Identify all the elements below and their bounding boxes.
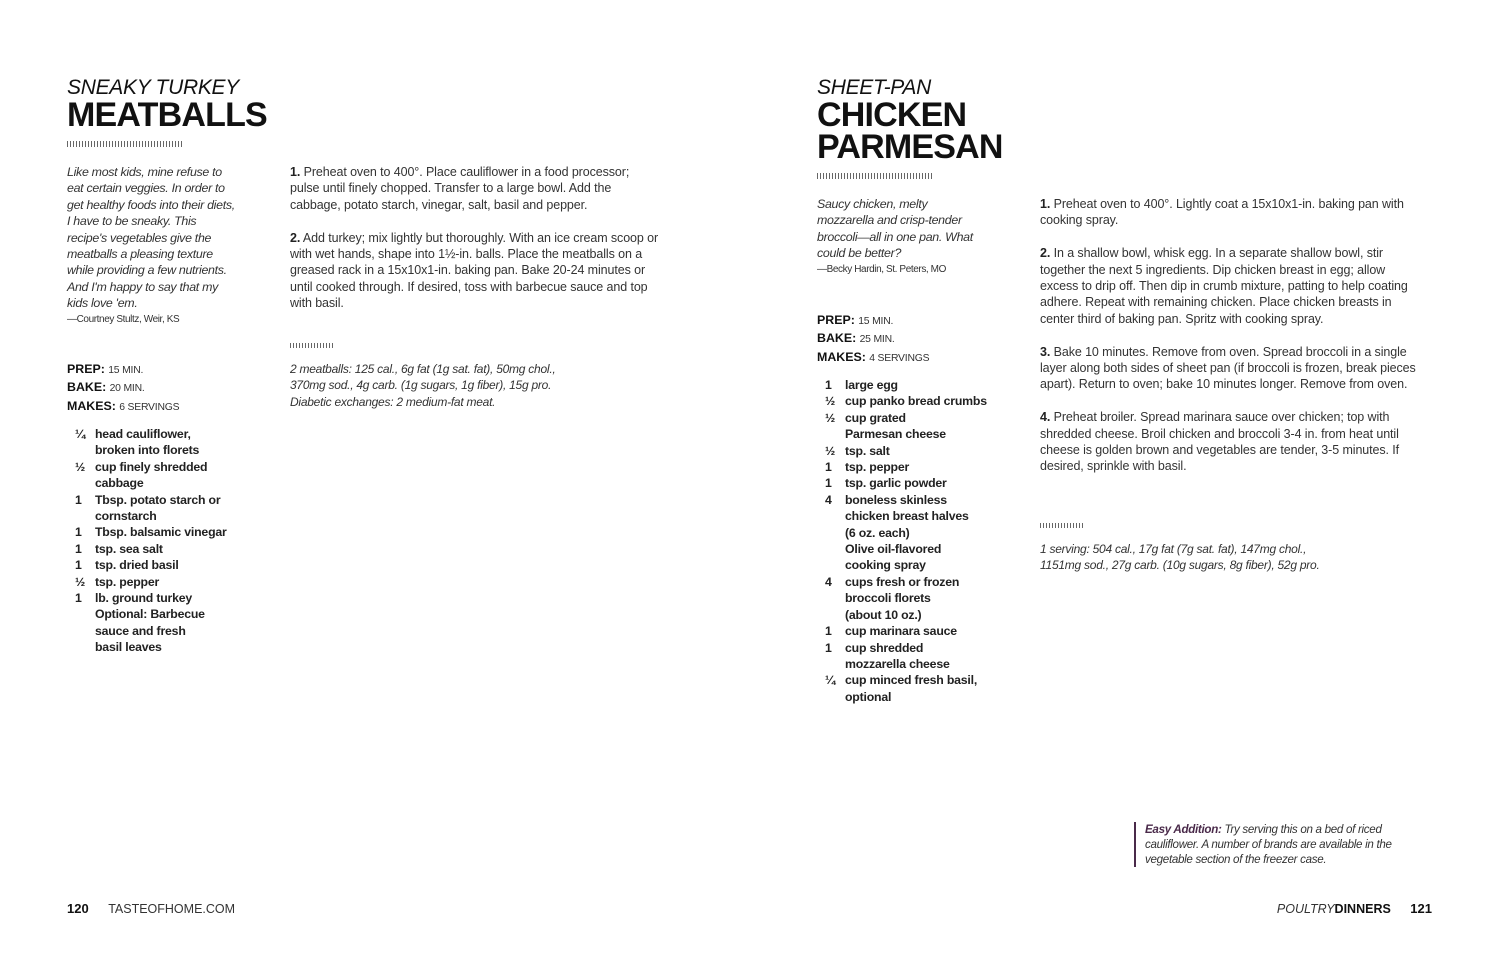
ingredient-qty [67,606,95,655]
right-footer [1277,901,1432,916]
direction-step [1040,344,1422,393]
ingredient-text: tsp. salt [845,443,890,458]
ingredient-text: tsp. sea salt [95,541,163,556]
meta-value: 20 MIN. [109,383,145,395]
ingredient-text: tsp. pepper [95,574,160,589]
meta-label: BAKE: [817,331,857,346]
ingredient-item [67,590,267,606]
left-nutrition: 2 meatballs: 125 cal., 6g fat (1g sat. fat), 50mg chol., 370mg sod., 4g carb. (1g sugars, 1g fiber), 15g pro. Diabetic exchanges: 2 medium-fat meat. [290,362,556,409]
right-meta-block [817,312,929,367]
ingredient-qty: ½ [75,459,86,474]
direction-step [290,230,660,312]
direction-step [1040,409,1422,475]
right-meta-bake [817,330,929,348]
ingredient-qty: 1 [75,591,82,606]
ingredient-text: cups fresh or frozen broccoli florets (about 10 oz.) [845,574,960,622]
meta-value: 15 MIN. [858,316,894,327]
ingredient-qty: ½ [75,574,86,589]
ingredient-text: cup shredded mozzarella cheese [845,640,950,671]
ingredient-text: lb. ground turkey [95,591,193,606]
ingredient-item [817,475,1017,491]
right-meta-prep [817,312,929,330]
ingredient-text: tsp. pepper [845,460,910,475]
ingredient-text: cup panko bread crumbs [845,394,987,409]
right-recipe-title-line2: PARMESAN [817,128,1003,166]
meta-value: 4 SERVINGS [869,352,930,364]
tip-label: Easy Addition: [1145,823,1222,836]
right-recipe-title-line1: CHICKEN [817,96,967,134]
step-text: In a shallow bowl, whisk egg. In a separate shallow bowl, stir together the next 5 ingredients. Dip chicken breast in egg; allow excess to drip off. Then dip in crumb mixture, patting to help coating adhere. Repeat with remaining chicken. Place chicken breasts in center third of baking pan. Spritz with cooking spray. [1040,246,1408,326]
right-nutrition: 1 serving: 504 cal., 17g fat (7g sat. fat), 147mg chol., 1151mg sod., 27g carb. (10g sugars, 8g fiber), 52g pro. [1040,542,1320,573]
left-recipe-kicker: SNEAKY TURKEY [67,76,239,99]
right-byline: —Becky Hardin, St. Peters, MO [817,263,946,275]
ingredient-item [817,377,1017,393]
ingredient-item [817,541,1017,574]
ingredient-text: Olive oil-flavored cooking spray [845,542,942,573]
step-number: 4. [1040,410,1051,425]
ingredient-item [67,574,267,590]
ingredient-item [817,410,1017,443]
right-directions [1040,196,1422,491]
ingredient-item [67,426,267,459]
ingredient-qty: 4 [825,492,832,507]
ingredient-text: Tbsp. balsamic vinegar [95,525,227,540]
right-nutrition-rule [1040,523,1084,528]
step-number: 2. [290,230,301,245]
left-recipe-heading [67,76,267,134]
right-intro-block [817,196,982,277]
left-meta-block [67,361,179,416]
left-ingredients-list [67,426,267,656]
direction-step [1040,196,1422,229]
left-intro-block [67,164,239,327]
right-meta-makes [817,349,929,367]
left-recipe-title: MEATBALLS [67,96,267,134]
ingredient-item [817,574,1017,623]
ingredient-qty: ¼ [825,673,836,688]
ingredient-item [67,557,267,573]
left-title-rule [67,141,183,147]
ingredient-item [67,541,267,557]
step-number: 3. [1040,344,1051,359]
step-number: 1. [290,165,301,179]
ingredient-text: Optional: Barbecue sauce and fresh basil leaves [95,607,205,655]
right-ingredients-list [817,377,1017,705]
step-text: Preheat oven to 400°. Lightly coat a 15x10x1-in. baking pan with cooking spray. [1040,197,1404,228]
ingredient-text: tsp. dried basil [95,558,179,573]
ingredient-qty: 1 [75,558,82,573]
easy-addition-tip [1134,822,1403,867]
step-text: Bake 10 minutes. Remove from oven. Spread broccoli in a single layer along both sides of sheet pan (if broccoli is frozen, break pieces apart). Return to oven; bake 10 minutes longer. Remove from oven. [1040,344,1416,392]
ingredient-text: cup grated Parmesan cheese [845,410,946,442]
right-recipe-heading [817,76,1003,166]
right-page-number: 121 [1410,901,1432,916]
left-byline: —Courtney Stultz, Weir, KS [67,313,180,325]
ingredient-item [67,606,267,655]
footer-section-bold: DINNERS [1334,902,1391,916]
step-number: 2. [1040,246,1051,261]
ingredient-qty: 1 [825,640,832,655]
meta-label: PREP: [817,313,855,327]
ingredient-qty: 1 [75,541,82,556]
ingredient-qty [817,541,845,574]
right-title-rule [817,173,933,179]
meta-value: 15 MIN. [108,365,144,376]
ingredient-item [817,623,1017,639]
ingredient-item [817,443,1017,459]
ingredient-text: large egg [845,378,898,392]
step-text: Preheat oven to 400°. Place cauliflower in a food processor; pulse until finely chopped. Transfer to a large bowl. Add the cabbage, potato starch, vinegar, salt, basil and pepper. [290,165,630,212]
ingredient-item [817,492,1017,541]
ingredient-qty: 4 [825,574,832,589]
left-meta-prep [67,361,179,379]
left-meta-makes [67,398,179,416]
left-nutrition-rule [290,343,334,348]
ingredient-item [817,672,1017,705]
ingredient-item [67,459,267,492]
meta-value: 25 MIN. [859,334,895,346]
ingredient-item [67,524,267,540]
ingredient-qty: 1 [825,624,832,639]
ingredient-qty: ½ [825,394,836,409]
ingredient-qty: 1 [75,525,82,540]
ingredient-qty: 1 [825,476,832,491]
ingredient-item [817,393,1017,409]
ingredient-qty: 1 [825,460,832,475]
direction-step [1040,245,1422,327]
left-footer [67,901,235,916]
ingredient-qty: 1 [825,378,832,392]
step-text: Preheat broiler. Spread marinara sauce over chicken; top with shredded cheese. Broil chicken and broccoli 3-4 in. from heat until cheese is golden brown and vegetables are tender, 3-5 minutes. If desired, sprinkle with basil. [1040,410,1400,474]
ingredient-item [817,459,1017,475]
ingredient-item [67,492,267,525]
ingredient-qty: ½ [825,410,836,425]
ingredient-qty: 1 [75,492,82,507]
step-text: Add turkey; mix lightly but thoroughly. With an ice cream scoop or with wet hands, shape into 1½-in. balls. Place the meatballs on a greased rack in a 15x10x1-in. baking pan. Bake 20-24 minutes or until cooked through. If desired, toss with barbecue sauce and top with basil. [290,230,659,311]
right-recipe-kicker: SHEET-PAN [817,76,931,99]
left-intro-text: Like most kids, mine refuse to eat certain veggies. In order to get healthy foods into their diets, I have to be sneaky. This recipe's vegetables give the meatballs a pleasing texture while providing a few nutrients. And I'm happy to say that my kids love 'em. [67,165,235,311]
left-page-number: 120 [67,901,89,916]
ingredient-text: cup minced fresh basil, optional [845,673,978,704]
ingredient-text: boneless skinless chicken breast halves (6 oz. each) [845,492,969,540]
direction-step [290,164,660,213]
ingredient-qty: ¼ [75,427,86,441]
ingredient-text: cup finely shredded cabbage [95,459,208,491]
ingredient-text: cup marinara sauce [845,624,957,639]
ingredient-text: tsp. garlic powder [845,476,947,491]
meta-label: BAKE: [67,380,107,395]
ingredient-text: head cauliflower, broken into florets [95,427,200,458]
left-directions [290,164,660,328]
ingredient-qty: ½ [825,443,836,458]
step-number: 1. [1040,197,1051,211]
footer-site: TASTEOFHOME.COM [108,902,236,916]
ingredient-item [817,640,1017,673]
ingredient-text: Tbsp. potato starch or cornstarch [95,492,221,524]
meta-label: PREP: [67,362,105,376]
left-meta-bake [67,379,179,397]
meta-label: MAKES: [817,349,866,364]
footer-section-italic: POULTRY [1276,902,1335,916]
right-intro-text: Saucy chicken, melty mozzarella and crisp-tender broccoli—all in one pan. What could be better? [817,197,973,261]
meta-value: 6 SERVINGS [119,401,180,413]
tip-text: Try serving this on a bed of riced cauliflower. A number of brands are available in the vegetable section of the freezer case. [1145,823,1392,866]
meta-label: MAKES: [67,398,116,413]
